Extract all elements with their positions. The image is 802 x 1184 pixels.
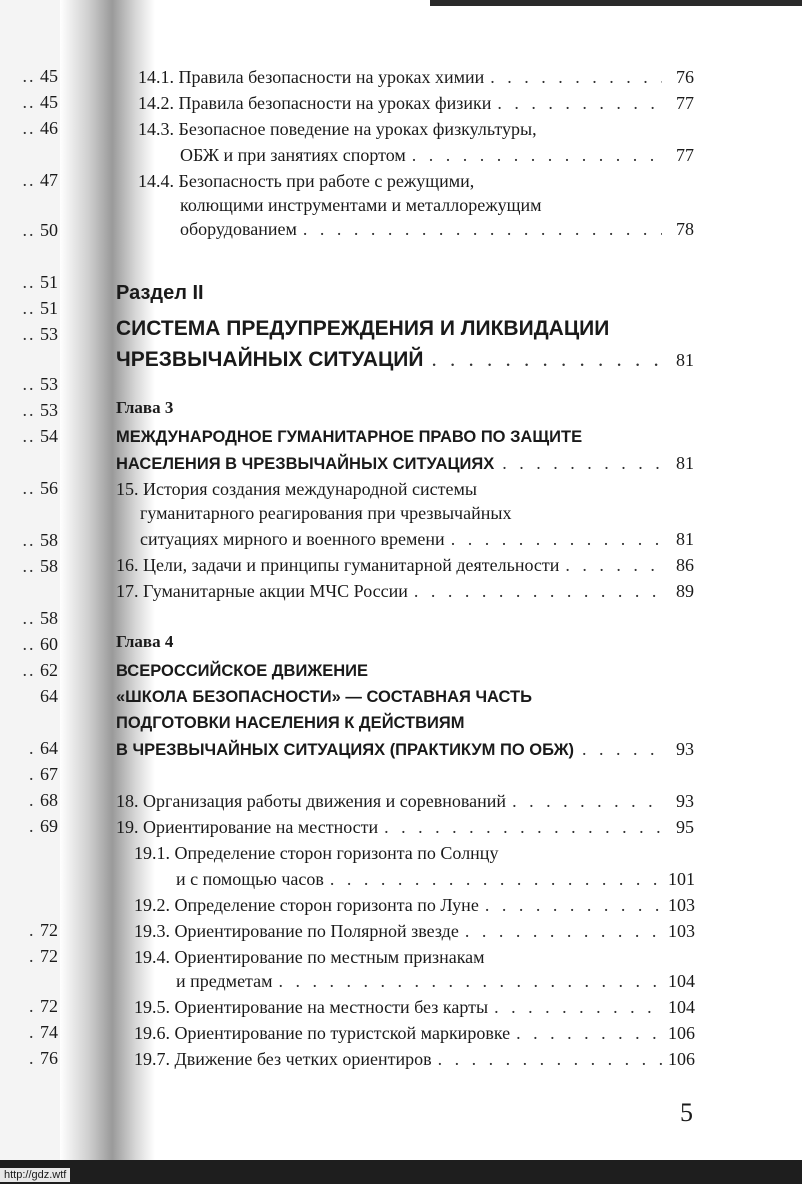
left-number: .. 51	[22, 272, 58, 292]
left-number: .. 45	[22, 92, 58, 112]
chapter-label: Глава 3	[116, 398, 174, 417]
toc-entry: 18. Организация работы движения и соревнований . . . 93	[116, 790, 694, 812]
left-number: . 69	[29, 816, 58, 836]
chapter-title-line: ПОДГОТОВКИ НАСЕЛЕНИЯ К ДЕЙСТВИЯМ	[116, 714, 465, 732]
toc-entry: 19.5. Ориентирование на местности без карты . . . 104	[134, 996, 694, 1018]
left-number: .. 53	[22, 374, 58, 394]
left-number: .. 58	[22, 530, 58, 550]
section-label: Раздел II	[116, 282, 204, 304]
toc-entry-line: колющими инструментами и металлорежущим	[180, 195, 542, 215]
toc-entry: и с помощью часов . . . 101	[176, 868, 694, 890]
toc-entry-line: 14.3. Безопасное поведение на уроках физкультуры,	[138, 119, 537, 139]
toc-entry-line: 19.1. Определение сторон горизонта по Солнцу	[134, 843, 499, 863]
left-number: .. 62	[22, 660, 58, 680]
watermark-url[interactable]: http://gdz.wtf	[0, 1168, 70, 1182]
left-number: . 68	[29, 790, 58, 810]
section-title-line: СИСТЕМА ПРЕДУПРЕЖДЕНИЯ И ЛИКВИДАЦИИ	[116, 317, 610, 340]
left-number: . 76	[29, 1048, 58, 1068]
toc-entry: 16. Цели, задачи и принципы гуманитарной деятельности . . . 86	[116, 554, 694, 576]
left-number: . 72	[29, 996, 58, 1016]
left-number: . 74	[29, 1022, 58, 1042]
chapter-label: Глава 4	[116, 632, 174, 651]
left-number: .. 53	[22, 324, 58, 344]
chapter-title-entry: В ЧРЕЗВЫЧАЙНЫХ СИТУАЦИЯХ (ПРАКТИКУМ ПО ОБЖ) . . . 93	[116, 738, 694, 761]
left-number: 64	[40, 686, 58, 706]
left-number: .. 58	[22, 556, 58, 576]
chapter-title-entry: НАСЕЛЕНИЯ В ЧРЕЗВЫЧАЙНЫХ СИТУАЦИЯХ . . . 81	[116, 452, 694, 475]
toc-entry: 19. Ориентирование на местности . . . 95	[116, 816, 694, 838]
chapter-title-line: МЕЖДУНАРОДНОЕ ГУМАНИТАРНОЕ ПРАВО ПО ЗАЩИТЕ	[116, 428, 583, 446]
left-number: .. 47	[22, 170, 58, 190]
bottom-scan-edge	[0, 1160, 802, 1184]
toc-entry: 19.7. Движение без четких ориентиров . . . 106	[134, 1048, 694, 1070]
toc-entry: 14.2. Правила безопасности на уроках физики . . . 77	[138, 92, 694, 114]
toc-entry: 14.1. Правила безопасности на уроках химии . . . 76	[138, 66, 694, 88]
toc-entry: 19.6. Ориентирование по туристской маркировке . . . 106	[134, 1022, 694, 1044]
left-number: .. 53	[22, 400, 58, 420]
left-number: .. 45	[22, 66, 58, 86]
chapter-title-line: «ШКОЛА БЕЗОПАСНОСТИ» — СОСТАВНАЯ ЧАСТЬ	[116, 688, 532, 706]
left-number: .. 56	[22, 478, 58, 498]
toc-entry: оборудованием . . . 78	[180, 218, 694, 240]
toc-entry-line: 15. История создания международной системы	[116, 479, 477, 499]
left-number: .. 54	[22, 426, 58, 446]
toc-entry-line: гуманитарного реагирования при чрезвычайных	[140, 503, 512, 523]
left-number: . 64	[29, 738, 58, 758]
chapter-title-line: ВСЕРОССИЙСКОЕ ДВИЖЕНИЕ	[116, 662, 369, 680]
toc-entry: 19.2. Определение сторон горизонта по Луне . . . 103	[134, 894, 694, 916]
left-number: .. 46	[22, 118, 58, 138]
left-number: . 67	[29, 764, 58, 784]
section-title-entry: ЧРЕЗВЫЧАЙНЫХ СИТУАЦИЙ . . . 81	[116, 344, 694, 375]
left-number: .. 58	[22, 608, 58, 628]
left-number: . 72	[29, 946, 58, 966]
toc-entry-line: 19.4. Ориентирование по местным признакам	[134, 947, 485, 967]
left-number: .. 51	[22, 298, 58, 318]
left-number: .. 50	[22, 220, 58, 240]
toc-entry: 17. Гуманитарные акции МЧС России . . . 89	[116, 580, 694, 602]
left-number: . 72	[29, 920, 58, 940]
toc-entry: 19.3. Ориентирование по Полярной звезде . . . 103	[134, 920, 694, 942]
toc-entry: и предметам . . . 104	[176, 970, 694, 992]
left-number: .. 60	[22, 634, 58, 654]
page-number: 5	[680, 1098, 693, 1127]
toc-entry: ситуациях мирного и военного времени . . . 81	[140, 528, 694, 550]
toc-entry: ОБЖ и при занятиях спортом . . . 77	[180, 144, 694, 166]
top-scan-edge	[430, 0, 802, 6]
toc-entry-line: 14.4. Безопасность при работе с режущими,	[138, 171, 475, 191]
